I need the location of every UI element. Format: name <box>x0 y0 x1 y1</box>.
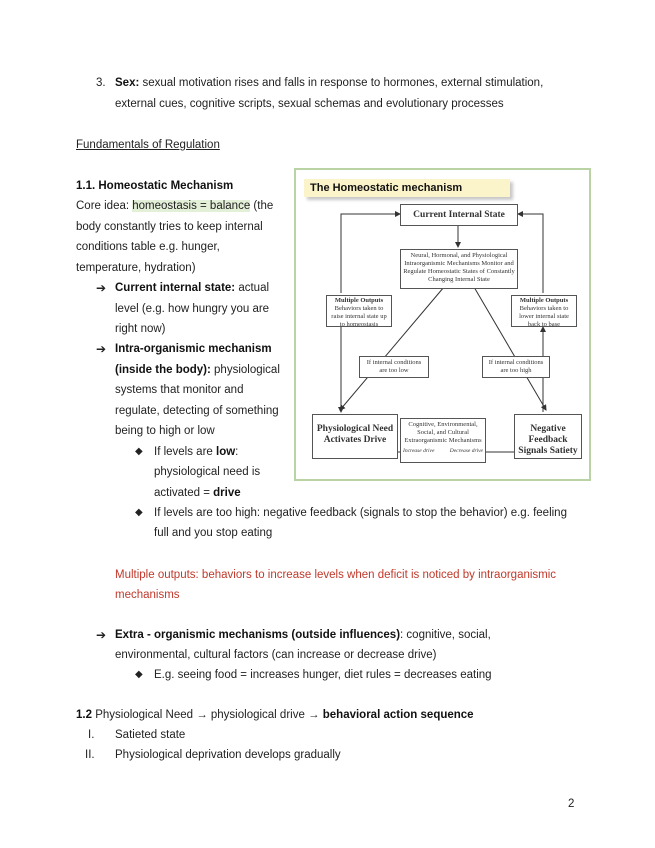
roman-numeral: I. <box>88 729 95 741</box>
low-bullet: If levels are low: <box>154 446 239 458</box>
homeostatic-figure <box>294 168 591 481</box>
current-state-bullet: Current internal state: actual <box>115 282 270 294</box>
arrow-icon: ➔ <box>96 342 107 356</box>
decrease-drive-label: Decrease drive <box>449 448 483 454</box>
extra-mechanisms-box: Cognitive, Environmental, Social, and Cultural Extraorganismic Mechanisms Increase drive Decrease drive <box>400 418 486 463</box>
roman-numeral: II. <box>85 749 95 761</box>
extra-example: E.g. seeing food = increases hunger, diet rules = decreases eating <box>154 669 492 681</box>
too-low-box: If internal conditions are too low <box>359 356 429 378</box>
extra-bullet: Extra - organismic mechanisms (outside influences): cognitive, social, <box>115 629 491 641</box>
diamond-icon: ◆ <box>135 446 143 457</box>
figure-title: The Homeostatic mechanism <box>304 179 510 197</box>
low-line: physiological need is <box>154 466 261 478</box>
physio-item: Satieted state <box>115 729 186 741</box>
too-high-box: If internal conditions are too high <box>482 356 550 378</box>
intra-line: being to high or low <box>115 425 215 437</box>
negative-feedback-box: Negative Feedback Signals Satiety <box>514 414 582 459</box>
low-line: activated = drive <box>154 487 241 499</box>
intra-line: regulate, detecting of something <box>115 405 279 417</box>
physio-heading: 1.2 Physiological Need → physiological drive → behavioral action sequence <box>76 709 474 721</box>
outputs-note: mechanisms <box>115 589 180 601</box>
extra-line: environmental, cultural factors (can increase or decrease drive) <box>115 649 437 661</box>
core-idea: Core idea: homeostasis = balance (the <box>76 200 274 212</box>
need-drive-box: Physiological Need Activates Drive <box>312 414 398 459</box>
core-highlight: homeostasis = balance <box>132 200 251 212</box>
intra-line: systems that monitor and <box>115 384 244 396</box>
current-line: level (e.g. how hungry you are <box>115 303 270 315</box>
core-line: body constantly tries to keep internal <box>76 221 263 233</box>
sex-item-line2: external cues, cognitive scripts, sexual schemas and evolutionary processes <box>115 98 504 110</box>
increase-drive-label: Increase drive <box>403 448 435 454</box>
left-outputs-box: Multiple Outputs Behaviors taken to raise internal state up to homeostasis <box>326 295 392 327</box>
high-line: full and you stop eating <box>154 527 273 539</box>
intra-bullet: Intra-organismic mechanism <box>115 343 272 355</box>
diamond-icon: ◆ <box>135 507 143 518</box>
diamond-icon: ◆ <box>135 669 143 680</box>
core-line: conditions table e.g. hunger, <box>76 241 220 253</box>
homeostatic-heading: 1.1. Homeostatic Mechanism <box>76 180 234 192</box>
section-title: Fundamentals of Regulation <box>76 139 220 151</box>
high-bullet: If levels are too high: negative feedback (signals to stop the behavior) e.g. feeling <box>154 507 567 519</box>
intra-line: (inside the body): physiological <box>115 364 280 376</box>
right-outputs-box: Multiple Outputs Behaviors taken to lower internal state back to base <box>511 295 577 327</box>
physio-item: Physiological deprivation develops gradually <box>115 749 341 761</box>
connector-line <box>341 214 400 293</box>
sex-item-line1: Sex: sexual motivation rises and falls in response to hormones, external stimulation, <box>115 77 544 89</box>
current-line: right now) <box>115 323 166 335</box>
neural-box: Neural, Hormonal, and Physiological Intraorganismic Mechanisms Monitor and Regulate Homeostatic States of Constantly Changing Internal State <box>400 249 518 289</box>
page-number: 2 <box>568 798 575 810</box>
arrow-icon: ➔ <box>96 628 107 642</box>
outputs-note: Multiple outputs: behaviors to increase levels when deficit is noticed by intraorganismic <box>115 569 557 581</box>
current-state-box: Current Internal State <box>400 204 518 226</box>
arrow-icon: ➔ <box>96 281 107 295</box>
core-line: temperature, hydration) <box>76 262 196 274</box>
connector-line <box>518 214 543 293</box>
list-number: 3. <box>96 77 106 89</box>
